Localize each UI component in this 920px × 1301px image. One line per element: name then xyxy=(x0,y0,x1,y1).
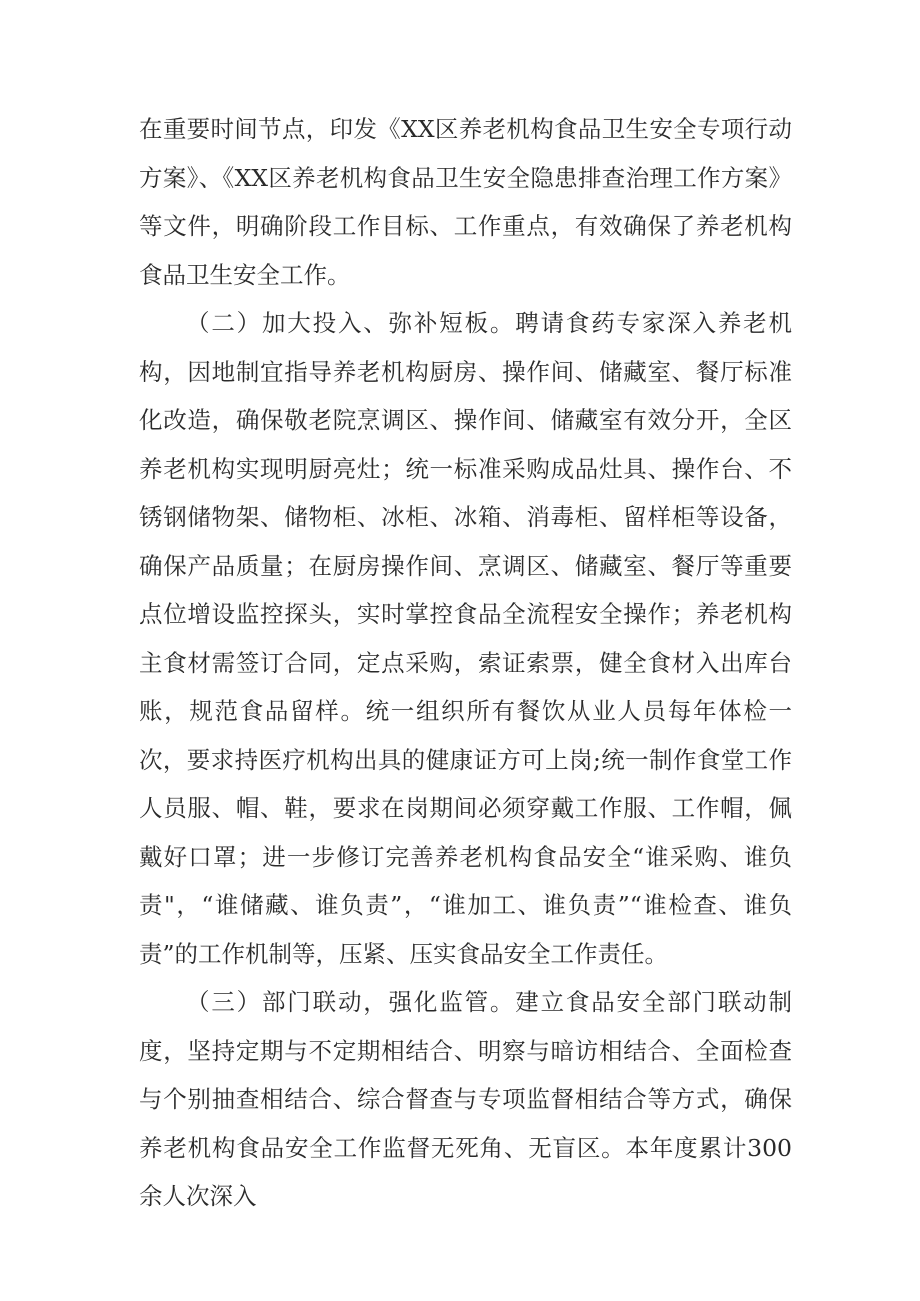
paragraph-section-2: （二）加大投入、弥补短板。聘请食药专家深入养老机构，因地制宜指导养老机构厨房、操作间、储藏室、餐厅标准化改造，确保敬老院烹调区、操作间、储藏室有效分开，全区养老机构实现明厨亮灶；统一标准采购成品灶具、操作台、不锈钢储物架、储物柜、冰柜、冰箱、消毒柜、留样柜等设备，确保产品质量；在厨房操作间、烹调区、储藏室、餐厅等重要点位增设监控探头，实时掌控食品全流程安全操作；养老机构主食材需签订合同，定点采购，索证索票，健全食材入出库台账，规范食品留样。统一组织所有餐饮从业人员每年体检一次，要求持医疗机构出具的健康证方可上岗;统一制作食堂工作人员服、帽、鞋，要求在岗期间必须穿戴工作服、工作帽，佩戴好口罩；进一步修订完善养老机构食品安全“谁采购、谁负责"，“谁储藏、谁负责”，“谁加工、谁负责”“谁检查、谁负责”的工作机制等，压紧、压实食品安全工作责任。 xyxy=(139,309,792,968)
paragraph-section-3: （三）部门联动，强化监管。建立食品安全部门联动制度，坚持定期与不定期相结合、明察与暗访相结合、全面检查与个别抽查相结合、综合督查与专项监督相结合等方式，确保养老机构食品安全工作监督无死角、无盲区。本年度累计300余人次深入 xyxy=(139,988,792,1210)
paragraph-intro: 在重要时间节点，印发《XX区养老机构食品卫生安全专项行动方案》、《XX区养老机构食品卫生安全隐患排查治理工作方案》等文件，明确阶段工作目标、工作重点，有效确保了养老机构食品卫生安全工作。 xyxy=(139,115,792,289)
